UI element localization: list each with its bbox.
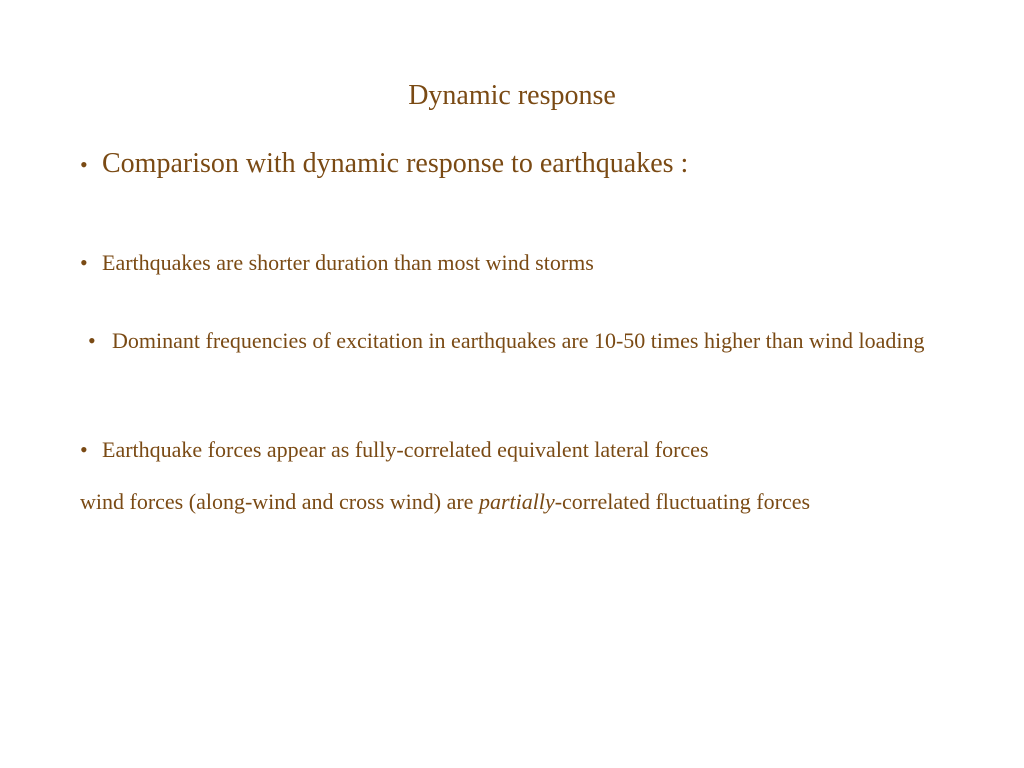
slide-title: Dynamic response <box>408 80 616 111</box>
bullet-item-frequencies <box>88 324 968 358</box>
intro-bullet <box>80 145 688 184</box>
wind-forces-paragraph <box>80 485 960 519</box>
bullet-text-frequencies: Dominant frequencies of excitation in earthquakes are 10-50 times higher than wind loading <box>112 328 925 353</box>
wind-forces-text-after: -correlated fluctuating forces <box>554 489 811 514</box>
wind-forces-text-before: wind forces (along-wind and cross wind) are <box>80 489 479 514</box>
bullet-item-duration <box>80 248 594 278</box>
bullet-text-duration: Earthquakes are shorter duration than most wind storms <box>102 250 594 275</box>
bullet-item-forces <box>80 435 709 465</box>
bullet-icon: • <box>80 437 88 462</box>
bullet-icon: • <box>80 152 88 177</box>
bullet-icon: • <box>80 250 88 275</box>
intro-bullet-text: Comparison with dynamic response to earthquakes : <box>102 148 689 179</box>
bullet-icon: • <box>88 328 96 353</box>
bullet-text-forces: Earthquake forces appear as fully-correlated equivalent lateral forces <box>102 437 709 462</box>
wind-forces-emphasis: partially <box>478 489 555 514</box>
